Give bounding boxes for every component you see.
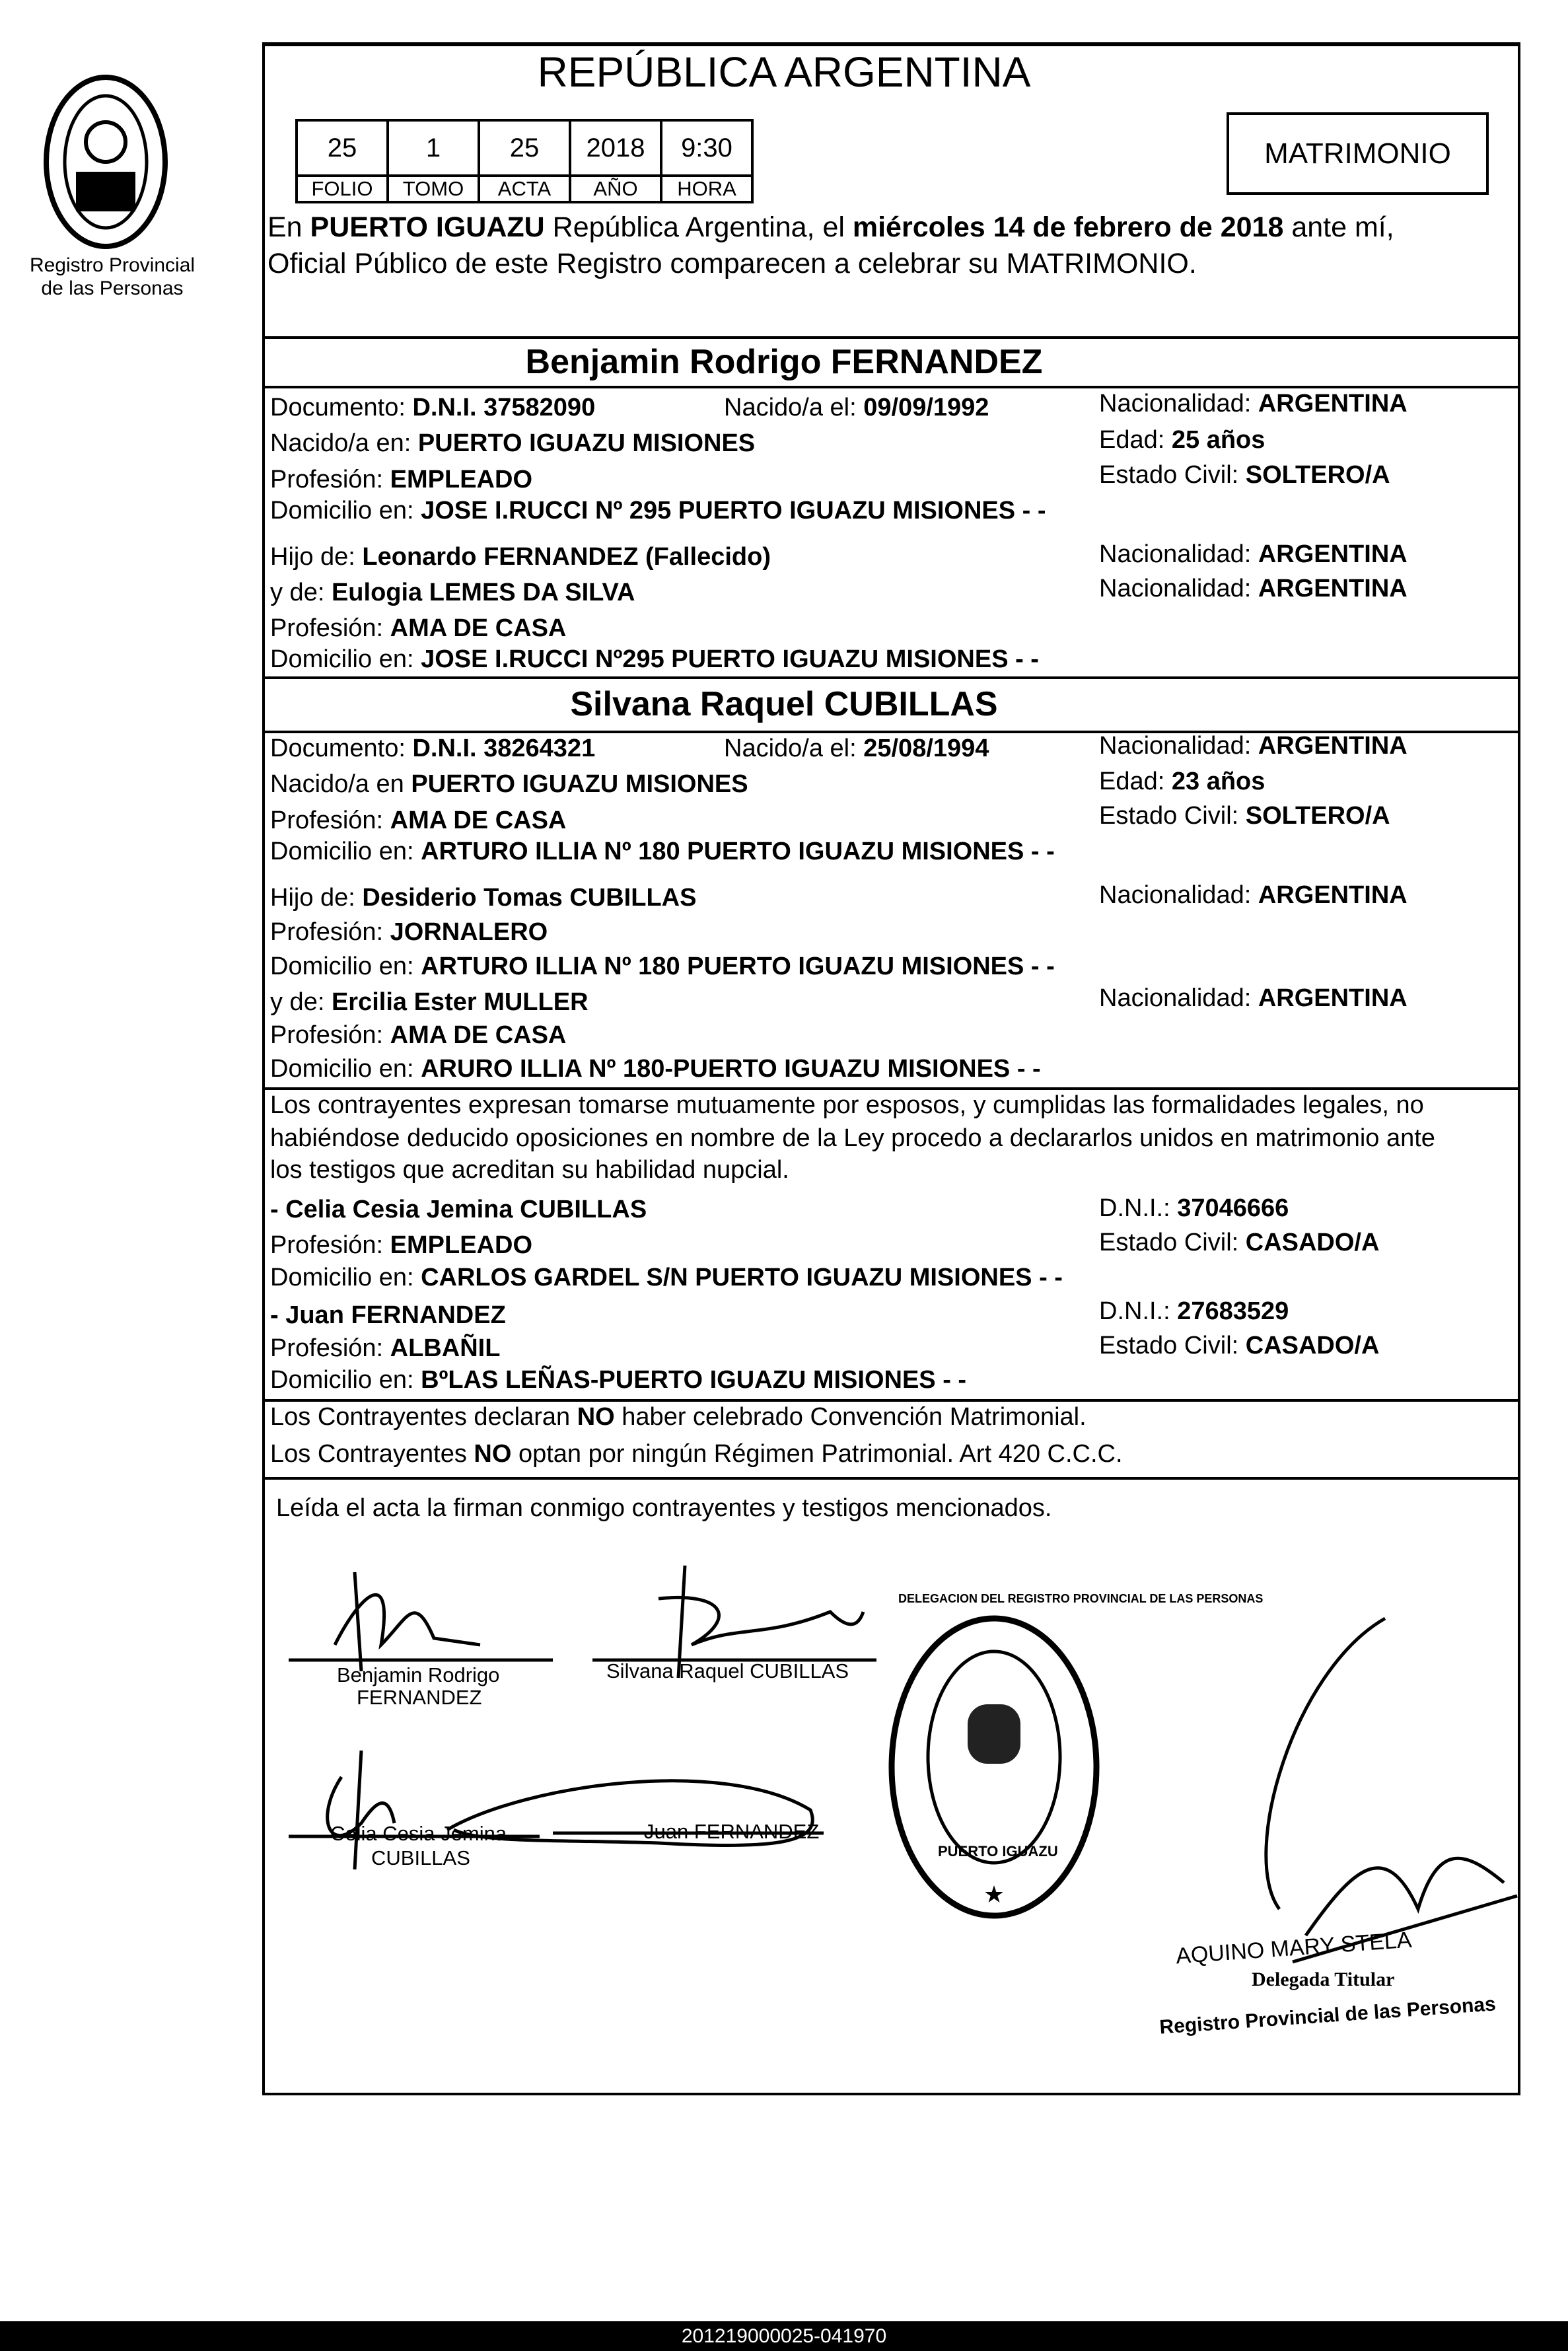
bride-mother: y de: Ercilia Ester MULLER bbox=[270, 988, 588, 1016]
closing-text: Leída el acta la firman conmigo contrayentes y testigos mencionados. bbox=[276, 1494, 1052, 1522]
logo-caption-line2: de las Personas bbox=[41, 277, 184, 299]
groom-age: Edad: 25 años bbox=[1099, 426, 1265, 454]
groom-father: Hijo de: Leonardo FERNANDEZ (Fallecido) bbox=[270, 543, 771, 571]
bride-profession: Profesión: AMA DE CASA bbox=[270, 807, 567, 834]
anio-label: AÑO bbox=[570, 176, 661, 202]
misiones-seal-icon bbox=[40, 73, 172, 251]
anio-value: 2018 bbox=[570, 120, 661, 176]
logo-caption-line1: Registro Provincial bbox=[29, 254, 196, 276]
bride-father: Hijo de: Desiderio Tomas CUBILLAS bbox=[270, 884, 697, 912]
declaration-line2: habiéndose deducido oposiciones en nombre de la Ley procedo a declararlos unidos en matrimonio ante bbox=[270, 1124, 1435, 1152]
acta-value: 25 bbox=[479, 120, 570, 176]
witness1-address: Domicilio en: CARLOS GARDEL S/N PUERTO IGUAZU MISIONES - - bbox=[270, 1264, 1063, 1291]
intro-line2: Oficial Público de este Registro comparecen a celebrar su MATRIMONIO. bbox=[267, 248, 1197, 279]
bride-document: Documento: D.N.I. 38264321 bbox=[270, 735, 596, 762]
sig-witness1-line1: Celia Cesia Jemina bbox=[330, 1822, 507, 1845]
divider bbox=[262, 386, 1520, 388]
divider bbox=[262, 1399, 1520, 1402]
groom-profession: Profesión: EMPLEADO bbox=[270, 466, 533, 493]
sig-groom-line1: Benjamin Rodrigo bbox=[337, 1663, 500, 1686]
bride-mother-profession: Profesión: AMA DE CASA bbox=[270, 1021, 567, 1049]
stamp-icon bbox=[885, 1612, 1103, 1922]
stamp-outer-text: DELEGACION DEL REGISTRO PROVINCIAL DE LAS PERSONAS bbox=[898, 1592, 1264, 1605]
divider bbox=[262, 676, 1520, 679]
groom-parents-address: Domicilio en: JOSE I.RUCCI Nº295 PUERTO IGUAZU MISIONES - - bbox=[270, 645, 1039, 673]
hora-label: HORA bbox=[661, 176, 752, 202]
bride-father-nationality: Nacionalidad: ARGENTINA bbox=[1099, 881, 1408, 909]
groom-father-nationality: Nacionalidad: ARGENTINA bbox=[1099, 540, 1408, 568]
hora-value: 9:30 bbox=[661, 120, 752, 176]
witness2-name: - Juan FERNANDEZ bbox=[270, 1301, 506, 1329]
groom-mother: y de: Eulogia LEMES DA SILVA bbox=[270, 579, 635, 606]
bride-mother-nationality: Nacionalidad: ARGENTINA bbox=[1099, 984, 1408, 1012]
groom-birthplace: Nacido/a en: PUERTO IGUAZU MISIONES bbox=[270, 429, 756, 457]
svg-text:★: ★ bbox=[983, 1881, 1005, 1908]
bride-nationality: Nacionalidad: ARGENTINA bbox=[1099, 732, 1408, 760]
witness2-address: Domicilio en: BºLAS LEÑAS-PUERTO IGUAZU MISIONES - - bbox=[270, 1366, 967, 1394]
regime-line1: Los Contrayentes declaran NO haber celebrado Convención Matrimonial. bbox=[270, 1403, 1087, 1431]
sig-groom-line2: FERNANDEZ bbox=[357, 1686, 482, 1709]
bride-father-profession: Profesión: JORNALERO bbox=[270, 918, 548, 946]
witness1-profession: Profesión: EMPLEADO bbox=[270, 1231, 533, 1259]
witness1-civil-status: Estado Civil: CASADO/A bbox=[1099, 1229, 1380, 1256]
groom-mother-nationality: Nacionalidad: ARGENTINA bbox=[1099, 575, 1408, 602]
groom-address: Domicilio en: JOSE I.RUCCI Nº 295 PUERTO IGUAZU MISIONES - - bbox=[270, 497, 1046, 524]
groom-birthdate: Nacido/a el: 09/09/1992 bbox=[724, 394, 989, 421]
document-id-footer: 201219000025-041970 bbox=[0, 2321, 1568, 2351]
divider bbox=[262, 1087, 1520, 1090]
registry-table bbox=[295, 119, 754, 203]
page-title: REPÚBLICA ARGENTINA bbox=[537, 48, 1031, 96]
groom-name: Benjamin Rodrigo FERNANDEZ bbox=[525, 343, 1043, 381]
witness2-dni: D.N.I.: 27683529 bbox=[1099, 1297, 1289, 1325]
witness2-profession: Profesión: ALBAÑIL bbox=[270, 1334, 501, 1362]
sig-witness1-line2: CUBILLAS bbox=[371, 1846, 470, 1869]
bride-address: Domicilio en: ARTURO ILLIA Nº 180 PUERTO IGUAZU MISIONES - - bbox=[270, 838, 1055, 865]
divider bbox=[262, 1477, 1520, 1480]
bride-civil-status: Estado Civil: SOLTERO/A bbox=[1099, 802, 1390, 830]
groom-mother-profession: Profesión: AMA DE CASA bbox=[270, 614, 567, 642]
intro-line1: En PUERTO IGUAZU República Argentina, el miércoles 14 de febrero de 2018 ante mí, bbox=[267, 211, 1394, 243]
official-org: Registro Provincial de las Personas bbox=[1158, 1993, 1497, 2039]
acta-label: ACTA bbox=[479, 176, 570, 202]
official-name: AQUINO MARY STELA bbox=[1175, 1927, 1413, 1969]
stamp-inner-text: PUERTO IGUAZU bbox=[938, 1843, 1058, 1860]
bride-birthdate: Nacido/a el: 25/08/1994 bbox=[724, 735, 989, 762]
bride-name: Silvana Raquel CUBILLAS bbox=[570, 685, 998, 723]
bride-mother-address: Domicilio en: ARURO ILLIA Nº 180-PUERTO IGUAZU MISIONES - - bbox=[270, 1055, 1041, 1083]
divider bbox=[262, 336, 1520, 339]
document-type-box: MATRIMONIO bbox=[1227, 112, 1489, 195]
witness2-civil-status: Estado Civil: CASADO/A bbox=[1099, 1332, 1380, 1359]
declaration-line3: los testigos que acreditan su habilidad nupcial. bbox=[270, 1156, 789, 1184]
folio-value: 25 bbox=[297, 120, 388, 176]
official-role: Delegada Titular bbox=[1252, 1969, 1395, 1990]
tomo-value: 1 bbox=[388, 120, 479, 176]
bride-age: Edad: 23 años bbox=[1099, 768, 1265, 795]
witness1-name: - Celia Cesia Jemina CUBILLAS bbox=[270, 1196, 647, 1223]
regime-line2: Los Contrayentes NO optan por ningún Régimen Patrimonial. Art 420 C.C.C. bbox=[270, 1440, 1123, 1468]
bride-father-address: Domicilio en: ARTURO ILLIA Nº 180 PUERTO IGUAZU MISIONES - - bbox=[270, 953, 1055, 980]
groom-nationality: Nacionalidad: ARGENTINA bbox=[1099, 390, 1408, 417]
groom-civil-status: Estado Civil: SOLTERO/A bbox=[1099, 461, 1390, 489]
bride-birthplace: Nacido/a en PUERTO IGUAZU MISIONES bbox=[270, 770, 748, 798]
witness1-dni: D.N.I.: 37046666 bbox=[1099, 1194, 1289, 1222]
sig-bride: Silvana Raquel CUBILLAS bbox=[606, 1659, 849, 1682]
folio-label: FOLIO bbox=[297, 176, 388, 202]
tomo-label: TOMO bbox=[388, 176, 479, 202]
sig-witness2: Juan FERNANDEZ bbox=[644, 1820, 820, 1843]
declaration-line1: Los contrayentes expresan tomarse mutuamente por esposos, y cumplidas las formalidades legales, no bbox=[270, 1091, 1424, 1119]
groom-document: Documento: D.N.I. 37582090 bbox=[270, 394, 596, 421]
